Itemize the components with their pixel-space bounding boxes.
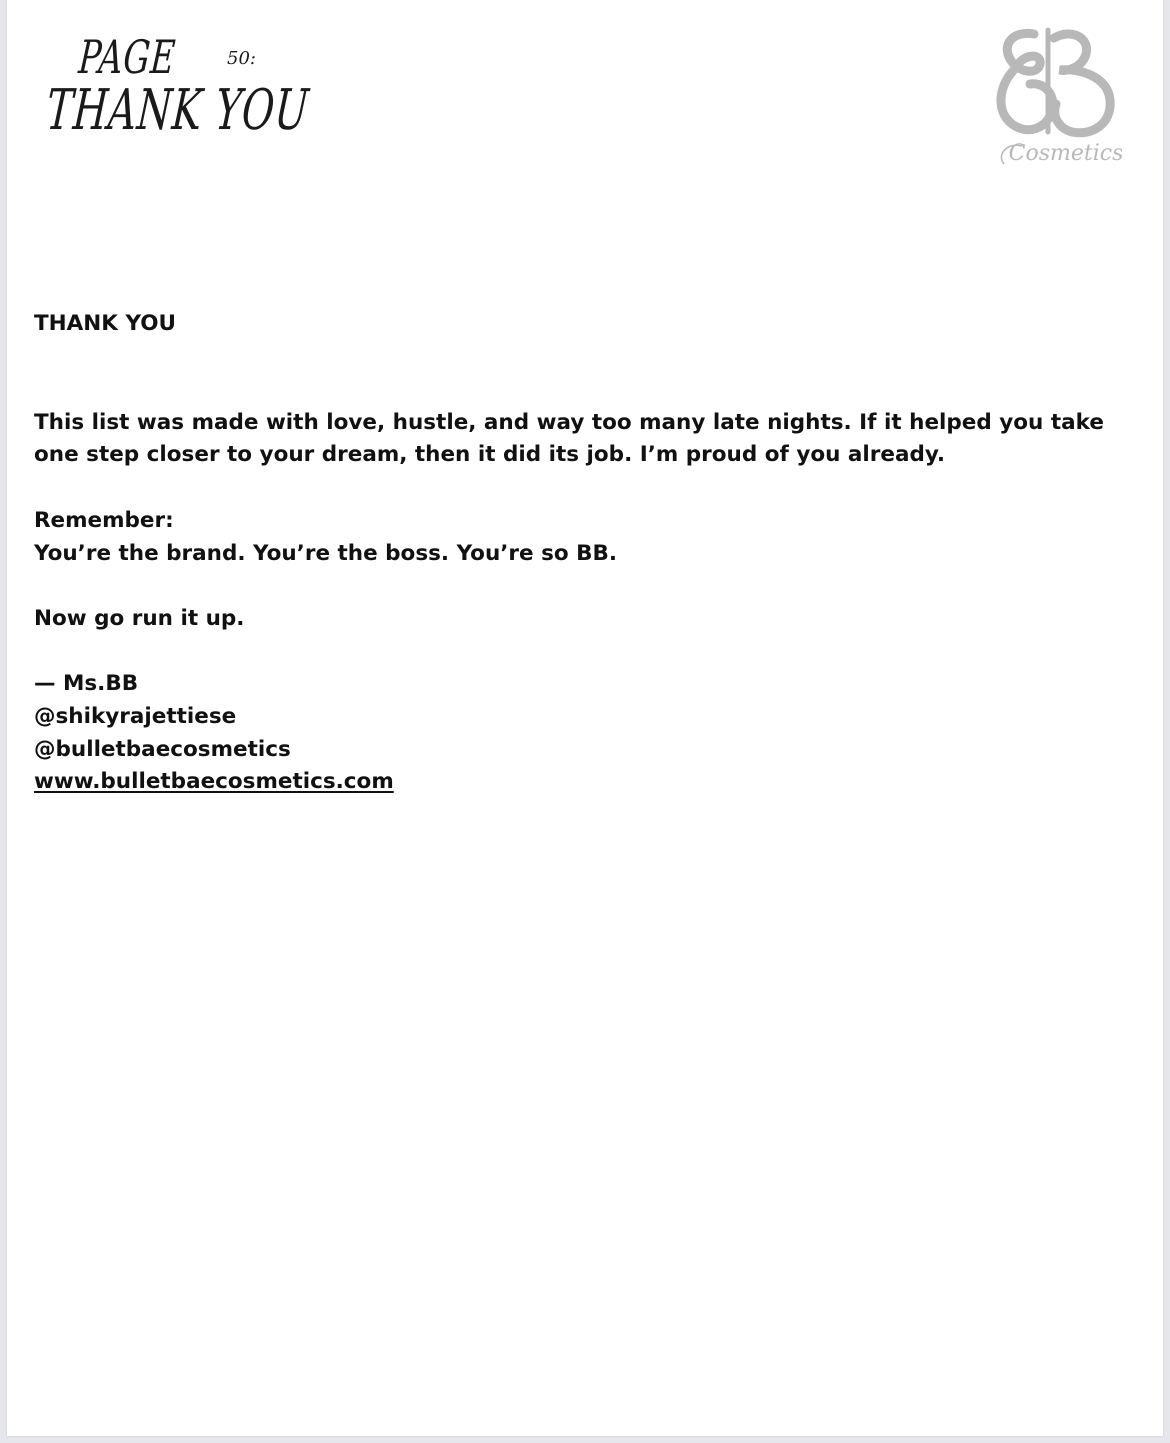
letter-intro-paragraph: This list was made with love, hustle, and way too many late nights. If it helped you take one step closer to your dream, then it did its job. I’m proud of you already.: [34, 409, 1104, 468]
page-title-line2: THANK YOU: [44, 78, 312, 143]
remember-text: You’re the brand. You’re the boss. You’re so BB.: [34, 540, 618, 566]
thank-you-letter: [34, 308, 1134, 799]
page-title-script: [44, 24, 337, 154]
brand-logo: [982, 24, 1122, 174]
instagram-personal-handle: @shikyrajettiese: [34, 703, 237, 729]
remember-label: Remember:: [34, 507, 174, 533]
page-number: 50:: [227, 48, 256, 69]
page-title-line1: PAGE: [76, 30, 178, 84]
website-link[interactable]: www.bulletbaecosmetics.com: [34, 769, 394, 795]
document-page: [7, 0, 1163, 1436]
logo-monogram-icon: [982, 24, 1122, 174]
letter-heading: THANK YOU: [34, 311, 176, 336]
logo-wordmark: Cosmetics: [1008, 141, 1122, 166]
closing-line: Now go run it up.: [34, 605, 245, 631]
signature: — Ms.BB: [34, 671, 139, 697]
instagram-brand-handle: @bulletbaecosmetics: [34, 736, 291, 762]
